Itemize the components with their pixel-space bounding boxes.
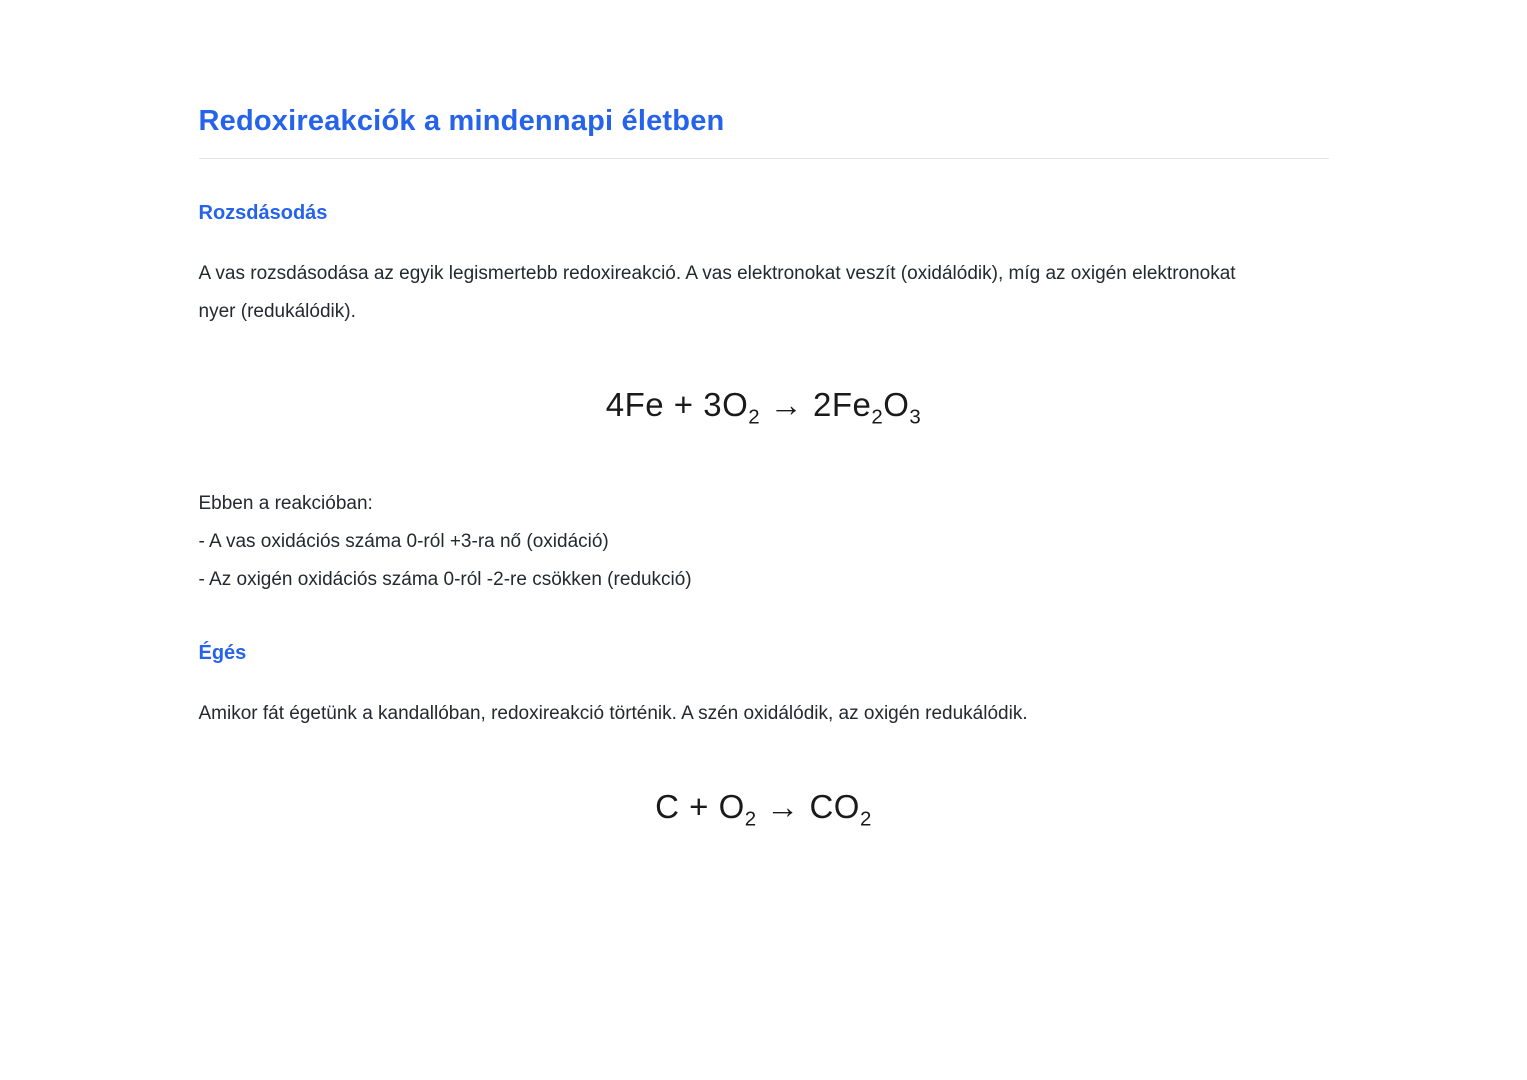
section-combustion [199, 641, 1329, 829]
reaction-detail-line-oxidation: - A vas oxidációs száma 0-ról +3-ra nő (oxidáció) [198, 531, 609, 552]
title-divider [199, 158, 1329, 159]
reaction-details-intro: Ebben a reakcióban: [198, 493, 373, 514]
section-heading-rusting: Rozsdásodás [198, 202, 328, 224]
combustion-paragraph: Amikor fát égetünk a kandallóban, redoxireakció történik. A szén oxidálódik, az oxigén redukálódik. [198, 703, 1028, 724]
carbon-dioxide-equation: $C + O_2 \to CO_2$ [655, 788, 872, 831]
iron-oxide-equation: $4Fe + 3O_2 \to 2Fe_2O_3$ [605, 386, 922, 429]
section-rusting [199, 201, 1329, 599]
rusting-paragraph: A vas rozsdásodása az egyik legismertebb redoxireakció. A vas elektronokat veszít (oxidálódik), míg az oxigén elektronokat nyer (redukálódik). [198, 263, 1236, 322]
section-heading-combustion: Égés [198, 642, 247, 664]
page-title: Redoxireakciók a mindennapi életben [198, 105, 725, 137]
document-content [199, 0, 1329, 829]
reaction-detail-line-reduction: - Az oxigén oxidációs száma 0-ról -2-re csökken (redukció) [198, 569, 692, 590]
reaction-details [199, 485, 1261, 599]
